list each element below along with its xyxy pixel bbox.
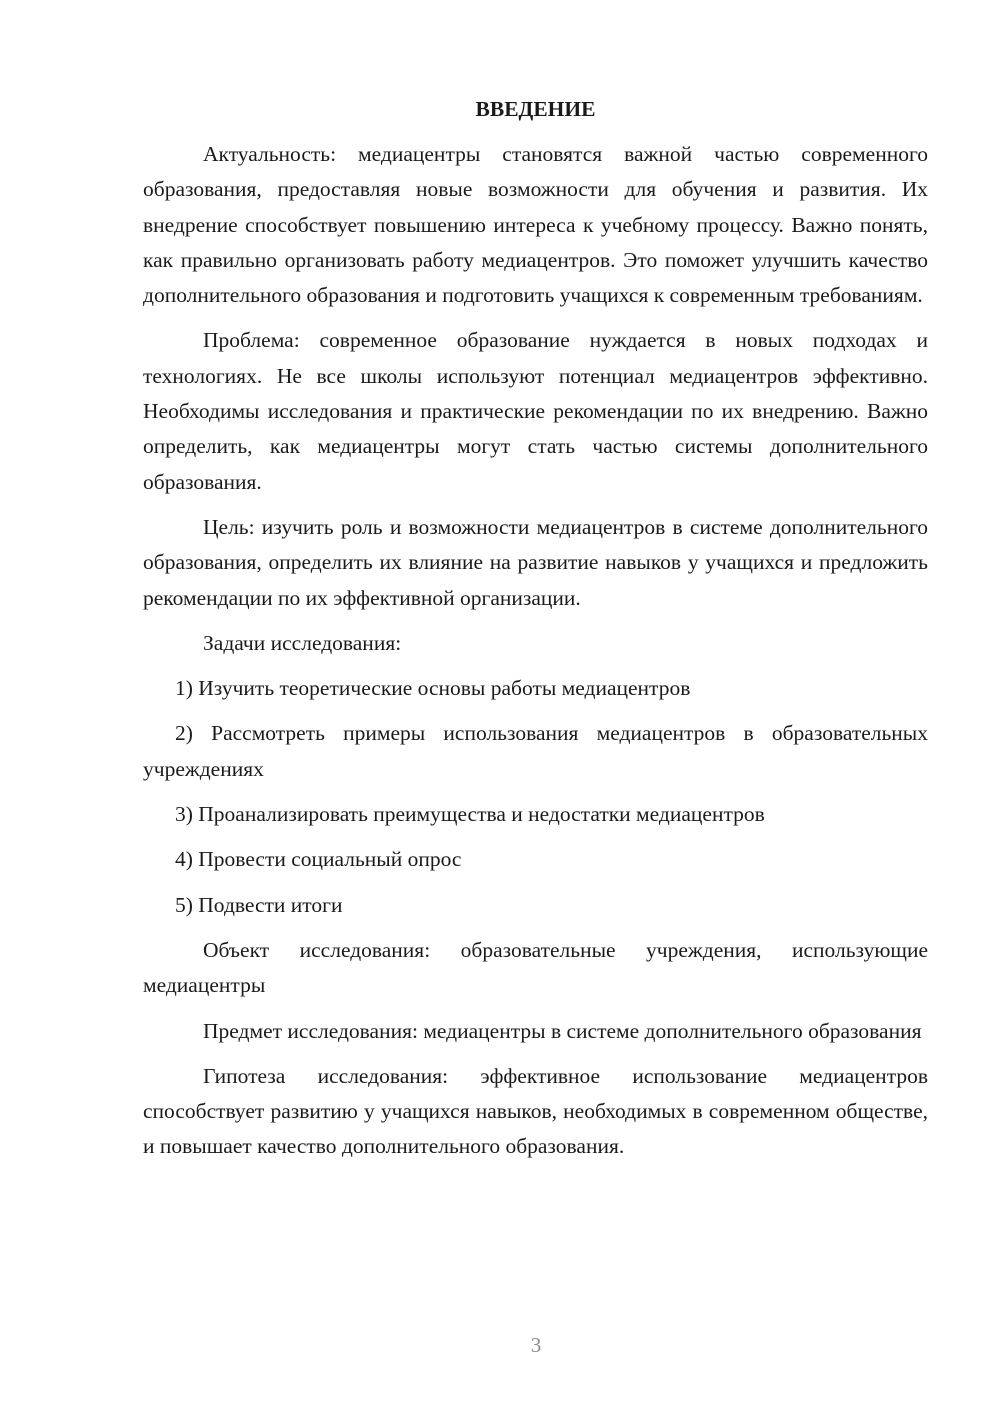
task-item-3: 3) Проанализировать преимущества и недостатки медиацентров [175, 802, 765, 827]
task-item-1: 1) Изучить теоретические основы работы медиацентров [175, 676, 691, 701]
page-title: ВВЕДЕНИЕ [475, 97, 596, 121]
paragraph-hypothesis: Гипотеза исследования: эффективное использование медиацентров способствует развитию у учащихся навыков, необходимых в современном обществе, и повышает качество дополнительного образования. [143, 1063, 928, 1159]
paragraph-relevance: Актуальность: медиацентры становятся важной частью современного образования, предоставляя новые возможности для обучения и развития. Их внедрение способствует повышению интереса к учебному процессу. Важно понять, как правильно организовать работу медиацентров. Это поможет улучшить качество дополнительного образования и подготовить учащихся к современным требованиям. [143, 142, 928, 308]
paragraph-object: Объект исследования: образовательные учреждения, использующие медиацентры [143, 937, 928, 998]
task-item-5: 5) Подвести итоги [175, 892, 343, 917]
task-item-2: 2) Рассмотреть примеры использования медиацентров в образовательных учреждениях [143, 721, 928, 781]
page-content [143, 92, 928, 1175]
paragraph-problem: Проблема: современное образование нуждается в новых подходах и технологиях. Не все школы используют потенциал медиацентров эффективно. Необходимы исследования и практические рекомендации по их внедрению. Важно определить, как медиацентры могут стать частью системы дополнительного образования. [143, 328, 928, 494]
task-item-4: 4) Провести социальный опрос [175, 847, 462, 872]
paragraph-subject: Предмет исследования: медиацентры в системе дополнительного образования [203, 1018, 922, 1043]
page-number: 3 [530, 1333, 542, 1357]
paragraph-goal: Цель: изучить роль и возможности медиацентров в системе дополнительного образования, определить их влияние на развитие навыков у учащихся и предложить рекомендации по их эффективной организации. [143, 514, 928, 610]
tasks-heading: Задачи исследования: [203, 630, 402, 655]
